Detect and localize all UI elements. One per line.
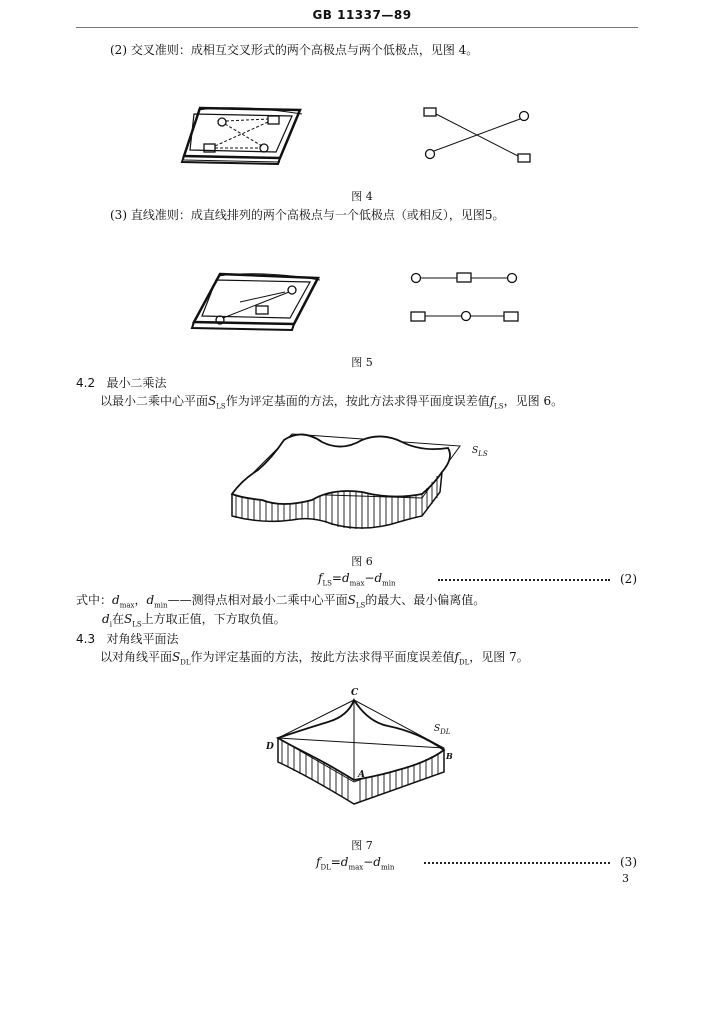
section-4-2-number: 4.2 xyxy=(76,376,96,390)
formula-2-dot-leader xyxy=(438,579,610,581)
section-4-2-intro: 以最小二乘中心平面$S_{LS}$作为评定基面的方法，按此方法求得平面度误差值$f_{LS}$，见图 6。 xyxy=(100,394,564,411)
crossing-rule-text: (2) 交叉准则：成相互交叉形式的两个高极点与两个低极点，见图 4。 xyxy=(110,43,479,57)
figure-4-left-plate-illustration xyxy=(180,100,320,170)
figure-7-caption: 图 7 xyxy=(351,839,373,852)
figure-6-least-squares-illustration xyxy=(222,428,472,538)
figure-5-caption: 图 5 xyxy=(351,356,373,369)
standard-code-header: GB 11337—89 xyxy=(312,8,412,22)
figure-4-right-schematic xyxy=(420,104,540,164)
where-clause: 式中：$d_{max}$，$d_{min}——$测得点相对最小二乘中心平面$S_{LS}$的最大、最小偏离值。 xyxy=(76,593,486,610)
section-4-3-title: 对角线平面法 xyxy=(106,632,179,646)
figure-7-plane-label: $S_{DL}$ xyxy=(434,724,451,736)
section-4-2-title: 最小二乘法 xyxy=(106,376,167,390)
formula-2: $f_{LS}=d_{max}-d_{min}$ xyxy=(318,571,396,588)
figure-6-plane-label: $S_{LS}$ xyxy=(472,446,488,458)
figure-7-corner-a: A xyxy=(358,770,365,780)
figure-6-caption: 图 6 xyxy=(351,555,373,568)
header-rule xyxy=(76,27,638,28)
figure-7-corner-c: C xyxy=(351,688,359,698)
sign-convention-note: $d_i$在$S_{LS}$上方取正值，下方取负值。 xyxy=(102,612,286,629)
section-4-2-heading xyxy=(76,374,167,391)
page-number: 3 xyxy=(622,872,629,885)
section-4-3-heading xyxy=(76,630,179,647)
formula-3-number: (3) xyxy=(620,855,637,869)
figure-7-corner-b: B xyxy=(446,751,453,761)
formula-3-dot-leader xyxy=(424,862,610,864)
figure-7-corner-d: D xyxy=(266,742,274,752)
section-4-3-number: 4.3 xyxy=(76,632,96,646)
formula-2-number: (2) xyxy=(620,572,637,586)
figure-5-left-plate-illustration xyxy=(190,268,330,338)
line-rule-text: (3) 直线准则：成直线排列的两个高极点与一个低极点（或相反），见图5。 xyxy=(110,208,505,222)
figure-5-right-schematic xyxy=(406,268,526,328)
figure-4-caption: 图 4 xyxy=(351,190,373,203)
formula-3: $f_{DL}=d_{max}-d_{min}$ xyxy=(316,855,395,872)
section-4-3-intro: 以对角线平面$S_{DL}$作为评定基面的方法，按此方法求得平面度误差值$f_{DL}$，见图 7。 xyxy=(100,650,529,667)
figure-7-diagonal-plane-illustration xyxy=(268,692,468,822)
